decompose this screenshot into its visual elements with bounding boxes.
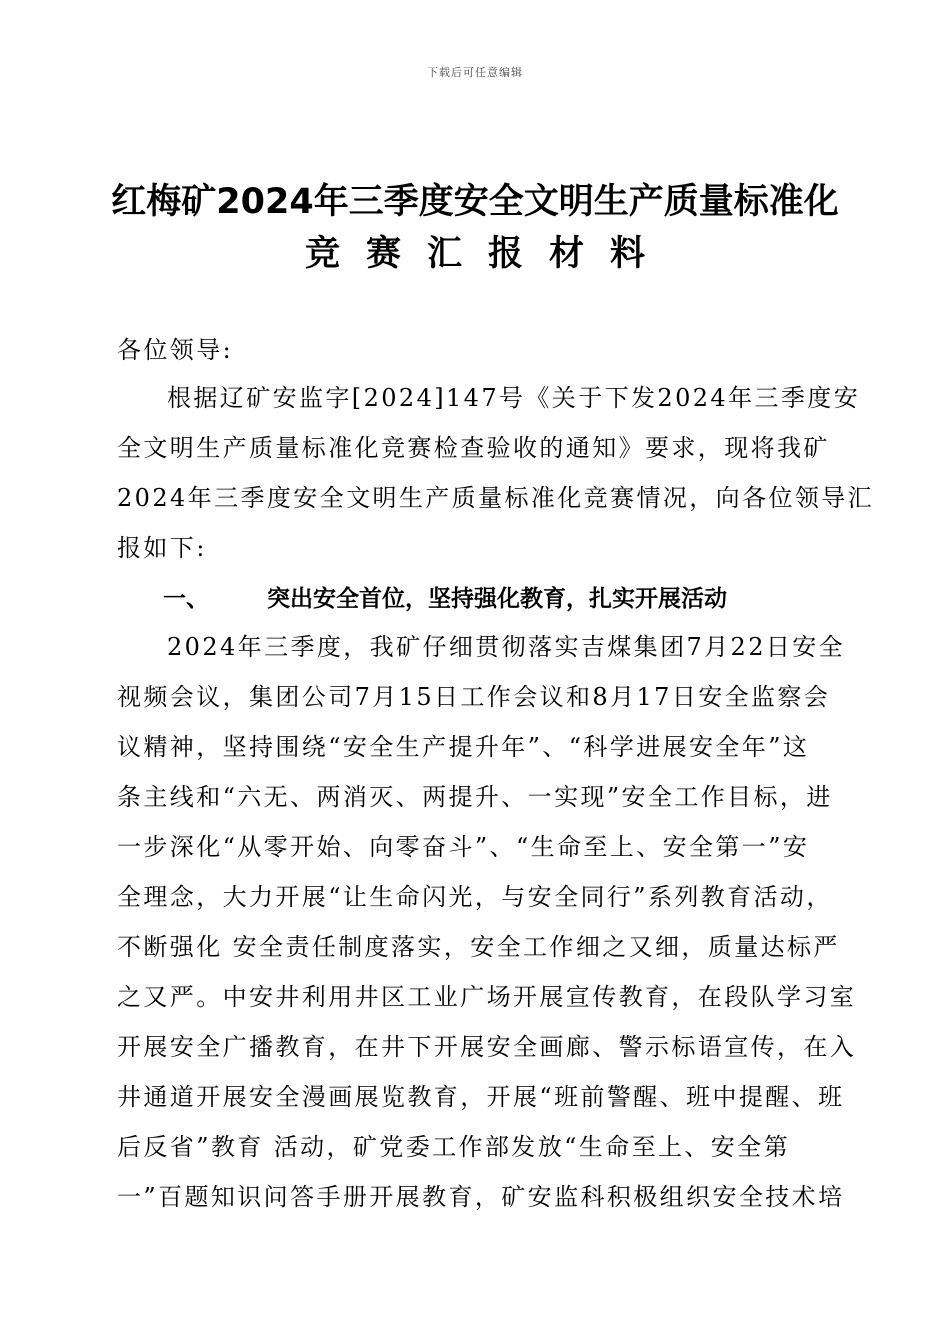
paragraph-line: 开展安全广播教育，在井下开展安全画廊、警示标语宣传，在入 (117, 1033, 857, 1061)
intro-paragraph (117, 373, 875, 573)
paragraph-line: 井通道开展安全漫画展览教育，开展“班前警醒、班中提醒、班 (117, 1083, 845, 1111)
paragraph-line: 之又严。中安井利用井区工业广场开展宣传教育，在段队学习室 (117, 983, 857, 1011)
section-paragraph (117, 622, 857, 1222)
paragraph-line: 不断强化 安全责任制度落实，安全工作细之又细，质量达标严 (117, 933, 840, 961)
document-title-line-2: 竞赛汇报材料 (304, 234, 671, 274)
paragraph-line: 议精神，坚持围绕“安全生产提升年”、“科学进展安全年”这 (117, 733, 810, 761)
document-title-line-1: 红梅矿2024年三季度安全文明生产质量标准化 (111, 182, 839, 222)
paragraph-line: 全文明生产质量标准化竞赛检查验收的通知》要求，现将我矿 (117, 434, 830, 462)
paragraph-line: 2024年三季度安全文明生产质量标准化竞赛情况，向各位领导汇 (117, 484, 875, 512)
paragraph-line: 后反省”教育 活动，矿党委工作部发放“生命至上、安全第 (117, 1133, 790, 1161)
paragraph-line: 一”百题知识问答手册开展教育，矿安监科积极组织安全技术培 (117, 1183, 845, 1211)
paragraph-line: 全理念，大力开展“让生命闪光，与安全同行”系列教育活动， (117, 883, 833, 911)
section-number: 一、 (163, 586, 209, 612)
paragraph-line: 根据辽矿安监字[2024]147号《关于下发2024年三季度安 (167, 384, 861, 412)
paragraph-line: 一步深化“从零开始、向零奋斗”、“生命至上、安全第一”安 (117, 833, 810, 861)
section-heading-text: 突出安全首位，坚持强化教育，扎实开展活动 (267, 586, 727, 612)
section-heading (163, 574, 727, 624)
paragraph-line: 视频会议，集团公司7月15日工作会议和8月17日安全监察会 (117, 683, 831, 711)
salutation: 各位领导: (117, 336, 234, 364)
paragraph-line: 条主线和“六无、两消灭、两提升、一实现”安全工作目标，进 (117, 783, 833, 811)
header-note: 下载后可任意编辑 (427, 66, 523, 79)
paragraph-line: 报如下: (117, 534, 207, 562)
paragraph-line: 2024年三季度，我矿仔细贯彻落实吉煤集团7月22日安全 (167, 633, 846, 661)
